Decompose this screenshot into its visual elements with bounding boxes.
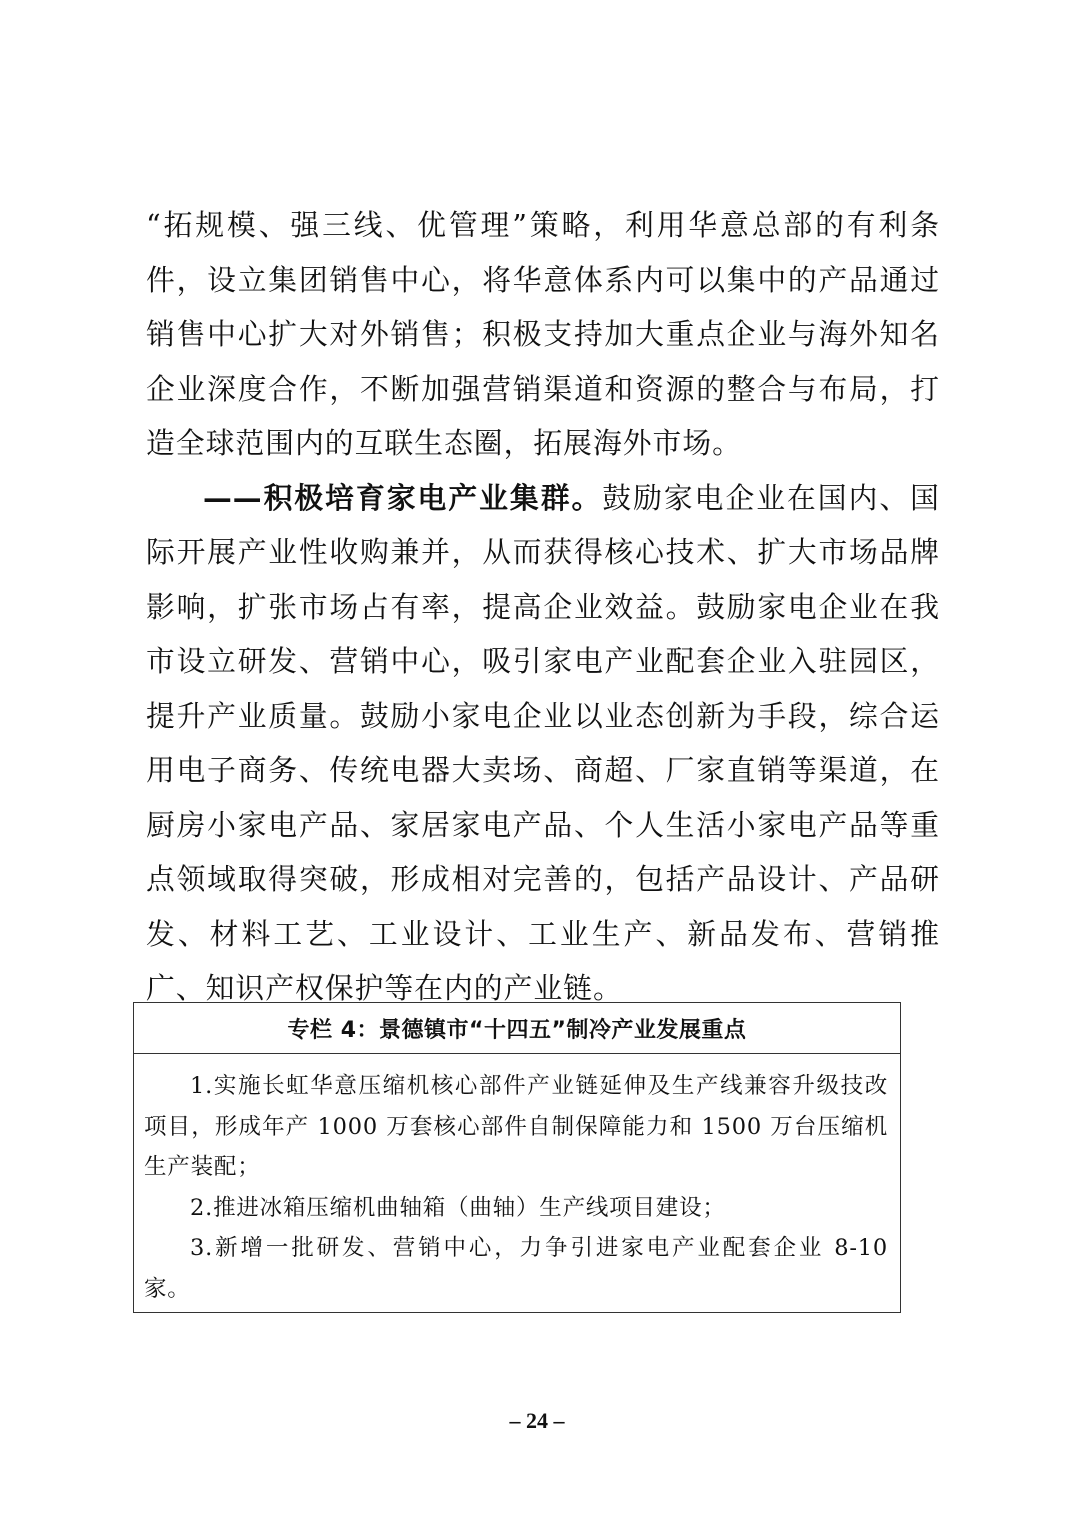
body-text [146, 198, 940, 1016]
paragraph-text: 鼓励家电企业在国内、国际开展产业性收购兼并，从而获得核心技术、扩大市场品牌影响，扩张市场占有率，提高企业效益。鼓励家电企业在我市设立研发、营销中心，吸引家电产业配套企业入驻园区，提升产业质量。鼓励小家电企业以业态创新为手段，综合运用电子商务、传统电器大卖场、商超、厂家直销等渠道，在厨房小家电产品、家居家电产品、个人生活小家电产品等重点领域取得突破，形成相对完善的，包括产品设计、产品研发、材料工艺、工业设计、工业生产、新品发布、营销推广、知识产权保护等在内的产业链。 [146, 480, 940, 1005]
paragraph-heading: ——积极培育家电产业集群。 [203, 480, 603, 515]
column-box-body [134, 1054, 900, 1309]
column-box-item: 1.实施长虹华意压缩机核心部件产业链延伸及生产线兼容升级技改项目，形成年产 1000 万套核心部件自制保障能力和 1500 万台压缩机生产装配； [144, 1073, 888, 1180]
paragraph-text: “拓规模、强三线、优管理”策略，利用华意总部的有利条件，设立集团销售中心，将华意体系内可以集中的产品通过销售中心扩大对外销售；积极支持加大重点企业与海外知名企业深度合作，不断加强营销渠道和资源的整合与布局，打造全球范围内的互联生态圈，拓展海外市场。 [146, 208, 940, 460]
column-box-item: 2.推进冰箱压缩机曲轴箱（曲轴）生产线项目建设； [190, 1194, 726, 1221]
page-number: – 24 – [509, 1408, 565, 1433]
column-box [133, 1002, 901, 1313]
column-box-item: 3.新增一批研发、营销中心，力争引进家电产业配套企业 8-10 家。 [144, 1235, 888, 1302]
paragraph-marketing [146, 198, 940, 471]
paragraph-appliance-cluster [146, 471, 940, 1016]
column-box-title: 专栏 4：景德镇市“十四五”制冷产业发展重点 [134, 1003, 900, 1054]
